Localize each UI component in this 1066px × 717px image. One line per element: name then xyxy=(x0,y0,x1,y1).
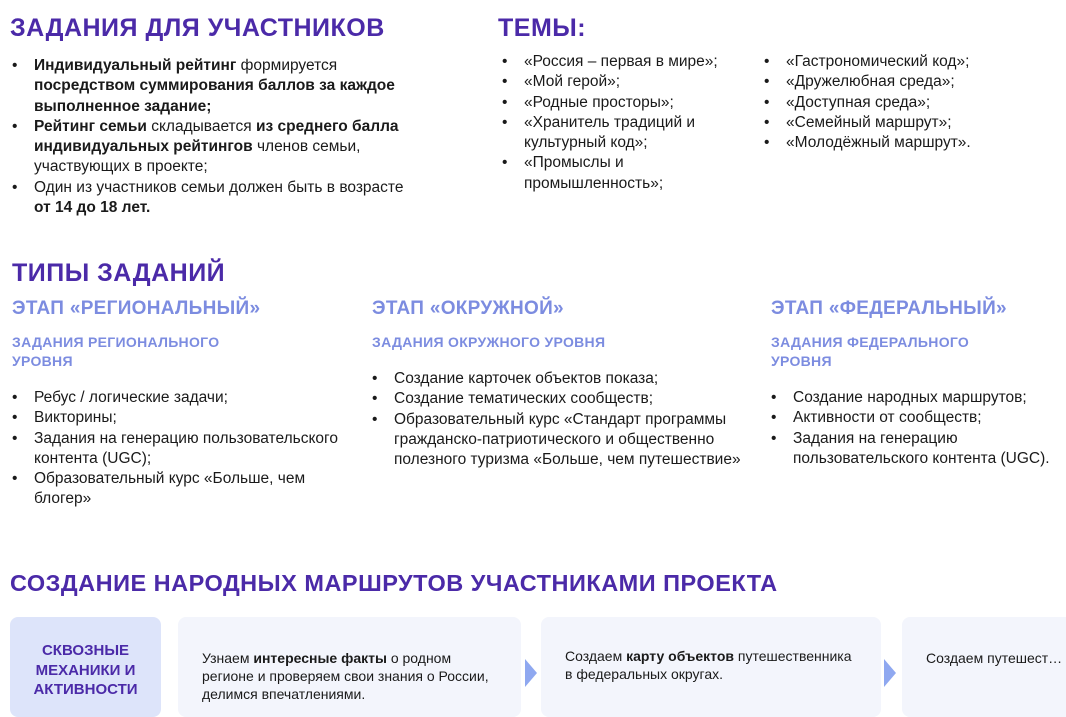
list-item: • «Промыслы и промышленность»; xyxy=(502,153,752,194)
bold-text: карту объектов xyxy=(626,648,734,664)
list-item: • Образовательный курс «Больше, чем блогер» xyxy=(12,469,342,510)
text: Один из участников семьи должен быть в возрасте xyxy=(34,178,404,196)
stage-subtitle: ЗАДАНИЯ ФЕДЕРАЛЬНОГО УРОВНЯ xyxy=(771,334,970,369)
stage-title: ЭТАП «ОКРУЖНОЙ» xyxy=(372,298,564,319)
bold-text: посредством суммирования баллов за каждое выполненное задание; xyxy=(34,77,395,115)
themes-list-1 xyxy=(502,52,752,194)
stage-task-list xyxy=(771,388,1066,469)
arrow-right-icon xyxy=(884,659,896,687)
stage-subtitle: ЗАДАНИЯ ОКРУЖНОГО УРОВНЯ xyxy=(372,334,606,350)
route-step-3 xyxy=(902,617,1066,717)
route-step-2 xyxy=(541,617,881,717)
routes-label-box: СКВОЗНЫЕ МЕХАНИКИ И АКТИВНОСТИ xyxy=(10,617,161,717)
stage-task-list xyxy=(12,388,342,510)
list-item: • Образовательный курс «Стандарт программы гражданско-патриотического и общественно полезного туризма «Больше, чем путешествие» xyxy=(372,410,742,471)
list-item: • «Молодёжный маршрут». xyxy=(764,133,1064,153)
stage-subtitle: ЗАДАНИЯ РЕГИОНАЛЬНОГО УРОВНЯ xyxy=(12,334,220,369)
routes-title: СОЗДАНИЕ НАРОДНЫХ МАРШРУТОВ УЧАСТНИКАМИ ПРОЕКТА xyxy=(10,570,778,596)
list-item: • «Доступная среда»; xyxy=(764,93,1064,113)
bold-text: Индивидуальный рейтинг xyxy=(34,57,237,74)
list-item: • Ребус / логические задачи; xyxy=(12,388,342,408)
list-item: • «Хранитель традиций и культурный код»; xyxy=(502,113,752,154)
themes-list-2 xyxy=(764,52,1064,153)
list-item: • Активности от сообществ; xyxy=(771,408,1066,428)
list-item: • Задания на генерацию пользовательского контента (UGC). xyxy=(771,429,1066,470)
stage-2 xyxy=(372,298,742,470)
participants-list xyxy=(12,56,412,218)
stage-1 xyxy=(12,298,342,510)
list-item: • Создание тематических сообществ; xyxy=(372,389,742,409)
text: Создаем xyxy=(565,648,627,664)
list-item: • «Семейный маршрут»; xyxy=(764,113,1064,133)
text: формируется xyxy=(236,57,338,74)
list-item: • «Гастрономический код»; xyxy=(764,52,1064,72)
bold-text: интересные факты xyxy=(253,650,387,666)
route-step-1 xyxy=(178,617,521,717)
arrow-right-icon xyxy=(525,659,537,687)
list-item xyxy=(12,117,412,178)
themes-title: ТЕМЫ: xyxy=(498,14,587,42)
bold-text: из среднего балла индивидуальных рейтингов xyxy=(34,117,399,156)
list-item: • «Родные просторы»; xyxy=(502,93,752,113)
list-item: • «Россия – первая в мире»; xyxy=(502,52,752,72)
stage-title: ЭТАП «РЕГИОНАЛЬНЫЙ» xyxy=(12,298,261,319)
text: путешественника в федеральных округах. xyxy=(565,648,852,682)
text: Узнаем xyxy=(202,650,254,666)
participants-title: ЗАДАНИЯ ДЛЯ УЧАСТНИКОВ xyxy=(10,14,385,42)
list-item xyxy=(12,178,412,219)
bold-text: Рейтинг семьи xyxy=(34,117,147,135)
list-item xyxy=(12,56,412,117)
stage-title: ЭТАП «ФЕДЕРАЛЬНЫЙ» xyxy=(771,298,1007,319)
list-item: • Викторины; xyxy=(12,408,342,428)
bold-text: от 14 до 18 лет. xyxy=(34,199,151,217)
text: Создаем путешест… xyxy=(926,650,1063,666)
list-item: • «Мой герой»; xyxy=(502,72,752,92)
list-item: • Создание народных маршрутов; xyxy=(771,388,1066,408)
text: членов семьи, участвующих в проекте; xyxy=(34,138,361,176)
list-item: • Создание карточек объектов показа; xyxy=(372,369,742,389)
stage-3 xyxy=(771,298,1066,469)
stage-task-list xyxy=(372,369,742,470)
list-item: • «Дружелюбная среда»; xyxy=(764,72,1064,92)
task-types-title: ТИПЫ ЗАДАНИЙ xyxy=(12,259,226,287)
text: складывается xyxy=(146,117,256,135)
text: о родном регионе и проверяем свои знания о России, делимся впечатлениями. xyxy=(202,650,489,702)
list-item: • Задания на генерацию пользовательского контента (UGC); xyxy=(12,429,342,470)
